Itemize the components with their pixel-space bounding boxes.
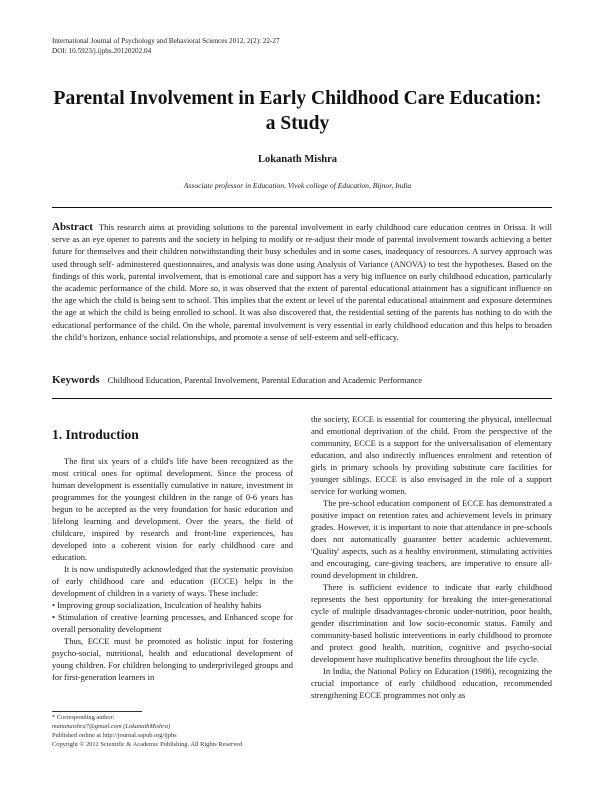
- footnote-copyright: Copyright © 2012 Scientific & Academic Publishing. All Rights Reserved: [52, 741, 243, 748]
- paragraph: In India, the National Policy on Education (1986), recognizing the crucial importance of early childhood education, recommended strengthening ECCE programmes not only as: [311, 666, 552, 700]
- title-line-2: a Study: [265, 113, 330, 134]
- journal-header: [52, 37, 280, 56]
- divider-top: [52, 207, 552, 208]
- footnote-corresponding: * Corresponding author:: [52, 714, 115, 721]
- paragraph: the society, ECCE is essential for countering the physical, intellectual and emotional deprivation of the child. From the perspective of the community, ECCE is a support for the universalisation of elementary education, and also indirectly influences enrolment and retention of girls in primary schools by providing substitute care facilities for younger siblings. ECCE is also envisaged in the role of a support service for working women.: [311, 414, 552, 496]
- abstract-text: This research aims at providing solutions to the parental involvement in early childhood care education centres in Orissa. It will serve as an eye opener to parents and the society in helping to modify or re-adjust their mode of parental involvement towards achieving a better future for themselves and their children notwithstanding their busy schedules and in some cases, inadequacy of resources. A survey approach was used through self- administered questionnaires, and analysis was done using Analysis of Variance (ANOVA) to test the hypotheses. Based on the findings of this work, parental involvement, that is emotional care and support has a very big influence on early childhood education, particularly the academic performance of the child. More so, it was observed that the extent of parental educational attainment has a significant influence on the age which the child is being sent to school. This implies that the extent or level of the parental educational attainment and exposure determines the age at which the child is being enrolled to school. It was also discovered that, the residential setting of the parents has nothing to do with the educational performance of the child. On the whole, parental involvement is very essential in early childhood education and this helps to broaden the child’s horizon, enhance social relationships, and promote a sense of self-esteem and self-efficacy.: [52, 222, 552, 342]
- title-line-1: Parental Involvement in Early Childhood Care Education:: [53, 88, 542, 109]
- paragraph: There is sufficient evidence to indicate that early childhood represents the best opportunity for breaking the inter-generational cycle of multiple disadvantages-chronic under-nutrition, poor health, gender discrimination and low socio-economic status. Family and community-based holistic interventions in early childhood to promote and protect good health, nutrition, cognitive and psycho-social development have multiplicative benefits throughout the life cycle.: [311, 582, 552, 664]
- author-name: Lokanath Mishra: [257, 154, 338, 165]
- paper-title: [40, 86, 555, 136]
- keywords: [52, 374, 552, 386]
- footnote: [52, 713, 297, 749]
- bullet-item: • Improving group socialization, Inculcation of healthy habits: [52, 600, 262, 610]
- section-heading: 1. Introduction: [52, 427, 139, 442]
- bullet-item: • Stimulation of creative learning processes, and Enhanced scope for overall personality development: [52, 612, 293, 634]
- paragraph: It is now undisputedly acknowledged that the systematic provision of early childhood care and education (ECCE) helps in the development of children in a variety of ways. These include:: [52, 564, 293, 598]
- left-column: [52, 427, 293, 683]
- footnote-email: mananaishra7@gmail.com (LokanathMishra): [52, 723, 171, 730]
- divider-bottom: [52, 398, 552, 399]
- footnote-rule: [52, 711, 142, 712]
- paragraph: The first six years of a child's life have been recognized as the most critical ones for optimal development. Since the process of human development is essentially cumulative in nature, investment in programmes for the youngest children in the range of 0-6 years has begun to be accepted as the very foundation for basic education and lifelong learning and development. Over the years, the field of childcare, inspired by research and front-line experiences, has developed into a coherent vision for early childhood care and education.: [52, 456, 293, 562]
- abstract: [52, 221, 552, 343]
- keywords-text: Childhood Education, Parental Involvement, Parental Education and Academic Performance: [107, 375, 423, 385]
- journal-citation: International Journal of Psychology and Behavioral Sciences 2012, 2(2): 22-27: [52, 37, 280, 45]
- doi: DOI: 10.5923/j.ijpbs.20120202.04: [52, 46, 152, 55]
- right-column: [311, 413, 552, 701]
- abstract-label: Abstract: [52, 221, 93, 233]
- author-affiliation: Associate professor in Education, Vivek college of Education, Bijnor, India: [183, 181, 412, 190]
- paragraph: Thus, ECCE must be promoted as holistic input for fostering psycho-social, nutritional, health and educational development of young children. For children belonging to underprivileged groups and for first-generation learners in: [52, 636, 293, 682]
- keywords-label: Keywords: [52, 374, 100, 386]
- paragraph: The pre-school education component of ECCE has demonstrated a positive impact on retention rates and achievement levels in primary grades. However, it is important to note that attendance in pre-schools does not automatically guarantee better academic achievement. 'Quality' aspects, such as a healthy environment, stimulating activities and encouraging, care-giving teachers, are imperative to ensure all-round development in children.: [311, 498, 552, 580]
- footnote-published: Published online at http://journal.sapub.org/ijpbs: [52, 732, 177, 739]
